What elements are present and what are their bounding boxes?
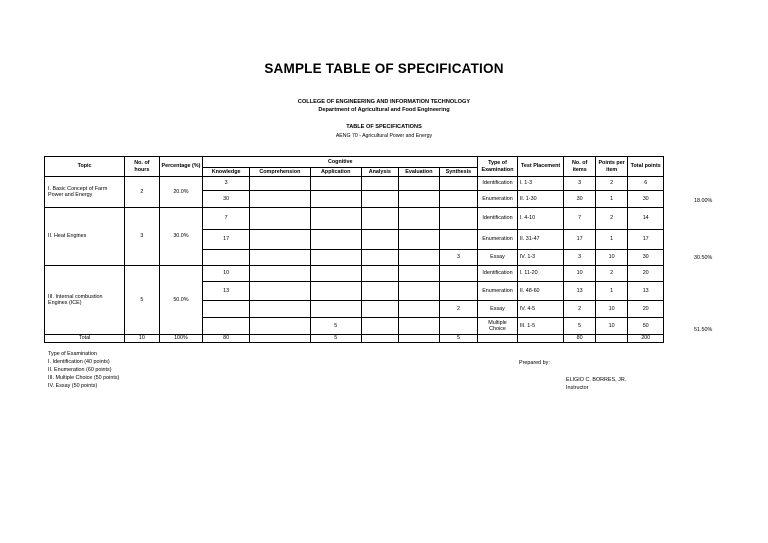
total-label: Total	[45, 335, 125, 343]
type-cell: Identification	[478, 208, 518, 230]
table-row	[45, 208, 664, 230]
header-application: Application	[310, 168, 361, 177]
prepared-by-label: Prepared by:	[519, 360, 550, 366]
header-comprehension: Comprehension	[249, 168, 310, 177]
preparer-name: ELIGIO C. BORRES, JR.	[566, 377, 627, 383]
legend-item: I. Identification (40 points)	[48, 359, 110, 365]
application-cell	[310, 266, 361, 282]
knowledge-cell: 17	[203, 230, 250, 250]
total-application: 5	[310, 335, 361, 343]
knowledge-cell: 3	[203, 177, 250, 191]
totals-row	[45, 335, 664, 343]
total-points-cell: 14	[628, 208, 664, 230]
items-cell: 10	[564, 266, 595, 282]
test-cell: II. 48-60	[517, 282, 564, 301]
test-cell: I. 1-3	[517, 177, 564, 191]
topic-cell: I. Basic Concept of Farm Power and Energy	[45, 177, 125, 208]
test-cell: IV. 1-3	[517, 250, 564, 266]
header-cognitive: Cognitive	[203, 157, 478, 168]
header-type: Type of Examination	[478, 157, 518, 177]
synthesis-cell	[439, 208, 478, 230]
points-per-item-cell: 1	[595, 230, 627, 250]
type-cell: Identification	[478, 266, 518, 282]
header-knowledge: Knowledge	[203, 168, 250, 177]
items-cell: 30	[564, 191, 595, 208]
table-title: TABLE OF SPECIFICATIONS	[346, 124, 422, 130]
total-points-cell: 6	[628, 177, 664, 191]
percentage-cell: 50.0%	[159, 266, 203, 335]
points-per-item-cell: 2	[595, 266, 627, 282]
percentage-cell: 20.0%	[159, 177, 203, 208]
type-cell: Enumeration	[478, 230, 518, 250]
synthesis-cell	[439, 266, 478, 282]
points-per-item-cell: 10	[595, 250, 627, 266]
items-cell: 3	[564, 177, 595, 191]
type-cell: Multiple Choice	[478, 318, 518, 335]
total-hours: 10	[125, 335, 160, 343]
topic-cell: III. Internal combustion Engines (ICE)	[45, 266, 125, 335]
legend-item: III. Multiple Choice (50 points)	[48, 375, 120, 381]
side-percentage: 18.00%	[694, 198, 713, 204]
knowledge-cell: 13	[203, 282, 250, 301]
type-cell: Enumeration	[478, 282, 518, 301]
type-cell: Essay	[478, 301, 518, 318]
header-topic: Topic	[45, 157, 125, 177]
synthesis-cell	[439, 191, 478, 208]
percentage-cell: 30.0%	[159, 208, 203, 266]
total-points-cell: 30	[628, 191, 664, 208]
synthesis-cell	[439, 282, 478, 301]
header-analysis: Analysis	[361, 168, 399, 177]
header-percentage: Percentage (%)	[159, 157, 203, 177]
header-hours: No. of hours	[125, 157, 160, 177]
points-per-item-cell: 1	[595, 191, 627, 208]
application-cell: 5	[310, 318, 361, 335]
knowledge-cell	[203, 301, 250, 318]
application-cell	[310, 208, 361, 230]
type-cell: Enumeration	[478, 191, 518, 208]
exam-type-legend	[48, 350, 119, 390]
items-cell: 17	[564, 230, 595, 250]
points-per-item-cell: 2	[595, 208, 627, 230]
points-per-item-cell: 1	[595, 282, 627, 301]
points-per-item-cell: 10	[595, 301, 627, 318]
items-cell: 7	[564, 208, 595, 230]
side-percentage: 30.50%	[694, 255, 713, 261]
synthesis-cell	[439, 230, 478, 250]
total-knowledge: 80	[203, 335, 250, 343]
total-points: 200	[628, 335, 664, 343]
total-points-cell: 50	[628, 318, 664, 335]
test-cell: III. 1-5	[517, 318, 564, 335]
header-total-points: Total points	[628, 157, 664, 177]
application-cell	[310, 301, 361, 318]
hours-cell: 3	[125, 208, 160, 266]
items-cell: 2	[564, 301, 595, 318]
total-points-cell: 17	[628, 230, 664, 250]
knowledge-cell	[203, 318, 250, 335]
knowledge-cell: 7	[203, 208, 250, 230]
application-cell	[310, 177, 361, 191]
test-cell: I. 4-10	[517, 208, 564, 230]
header-items: No. of items	[564, 157, 595, 177]
table-row	[45, 177, 664, 191]
total-percentage: 100%	[159, 335, 203, 343]
page-title: SAMPLE TABLE OF SPECIFICATION	[264, 61, 504, 76]
points-per-item-cell: 10	[595, 318, 627, 335]
points-per-item-cell: 2	[595, 177, 627, 191]
specification-table	[44, 156, 664, 343]
knowledge-cell: 30	[203, 191, 250, 208]
side-percentage: 51.50%	[694, 327, 713, 333]
total-points-cell: 20	[628, 301, 664, 318]
hours-cell: 5	[125, 266, 160, 335]
type-cell: Identification	[478, 177, 518, 191]
college-name: COLLEGE OF ENGINEERING AND INFORMATION TECHNOLOGY	[297, 99, 471, 105]
total-points-cell: 20	[628, 266, 664, 282]
synthesis-cell: 3	[439, 250, 478, 266]
department-name: Department of Agricultural and Food Engineering	[318, 107, 450, 113]
total-points-cell: 30	[628, 250, 664, 266]
items-cell: 3	[564, 250, 595, 266]
items-cell: 5	[564, 318, 595, 335]
legend-heading: Type of Examination	[48, 351, 97, 357]
test-cell: IV. 4-5	[517, 301, 564, 318]
total-points-cell: 13	[628, 282, 664, 301]
legend-item: IV. Essay (50 points)	[48, 383, 98, 389]
table-row	[45, 266, 664, 282]
header-synthesis: Synthesis	[439, 168, 478, 177]
course-name: AENG 70 - Agricultural Power and Energy	[335, 133, 433, 139]
type-cell: Essay	[478, 250, 518, 266]
header-points-per-item: Points per item	[595, 157, 627, 177]
knowledge-cell: 10	[203, 266, 250, 282]
test-cell: II. 1-30	[517, 191, 564, 208]
total-synthesis: 5	[439, 335, 478, 343]
preparer-role: Instructor	[566, 385, 589, 391]
test-cell: II. 31-47	[517, 230, 564, 250]
header-row-1	[45, 157, 664, 168]
application-cell	[310, 191, 361, 208]
application-cell	[310, 282, 361, 301]
synthesis-cell	[439, 177, 478, 191]
application-cell	[310, 250, 361, 266]
topic-cell: II. Heat Engines	[45, 208, 125, 266]
synthesis-cell	[439, 318, 478, 335]
header-test: Test Placement	[517, 157, 564, 177]
test-cell: I. 11-20	[517, 266, 564, 282]
knowledge-cell	[203, 250, 250, 266]
header-evaluation: Evaluation	[399, 168, 440, 177]
application-cell	[310, 230, 361, 250]
hours-cell: 2	[125, 177, 160, 208]
total-items: 80	[564, 335, 595, 343]
legend-item: II. Enumeration (60 points)	[48, 367, 112, 373]
items-cell: 13	[564, 282, 595, 301]
synthesis-cell: 2	[439, 301, 478, 318]
